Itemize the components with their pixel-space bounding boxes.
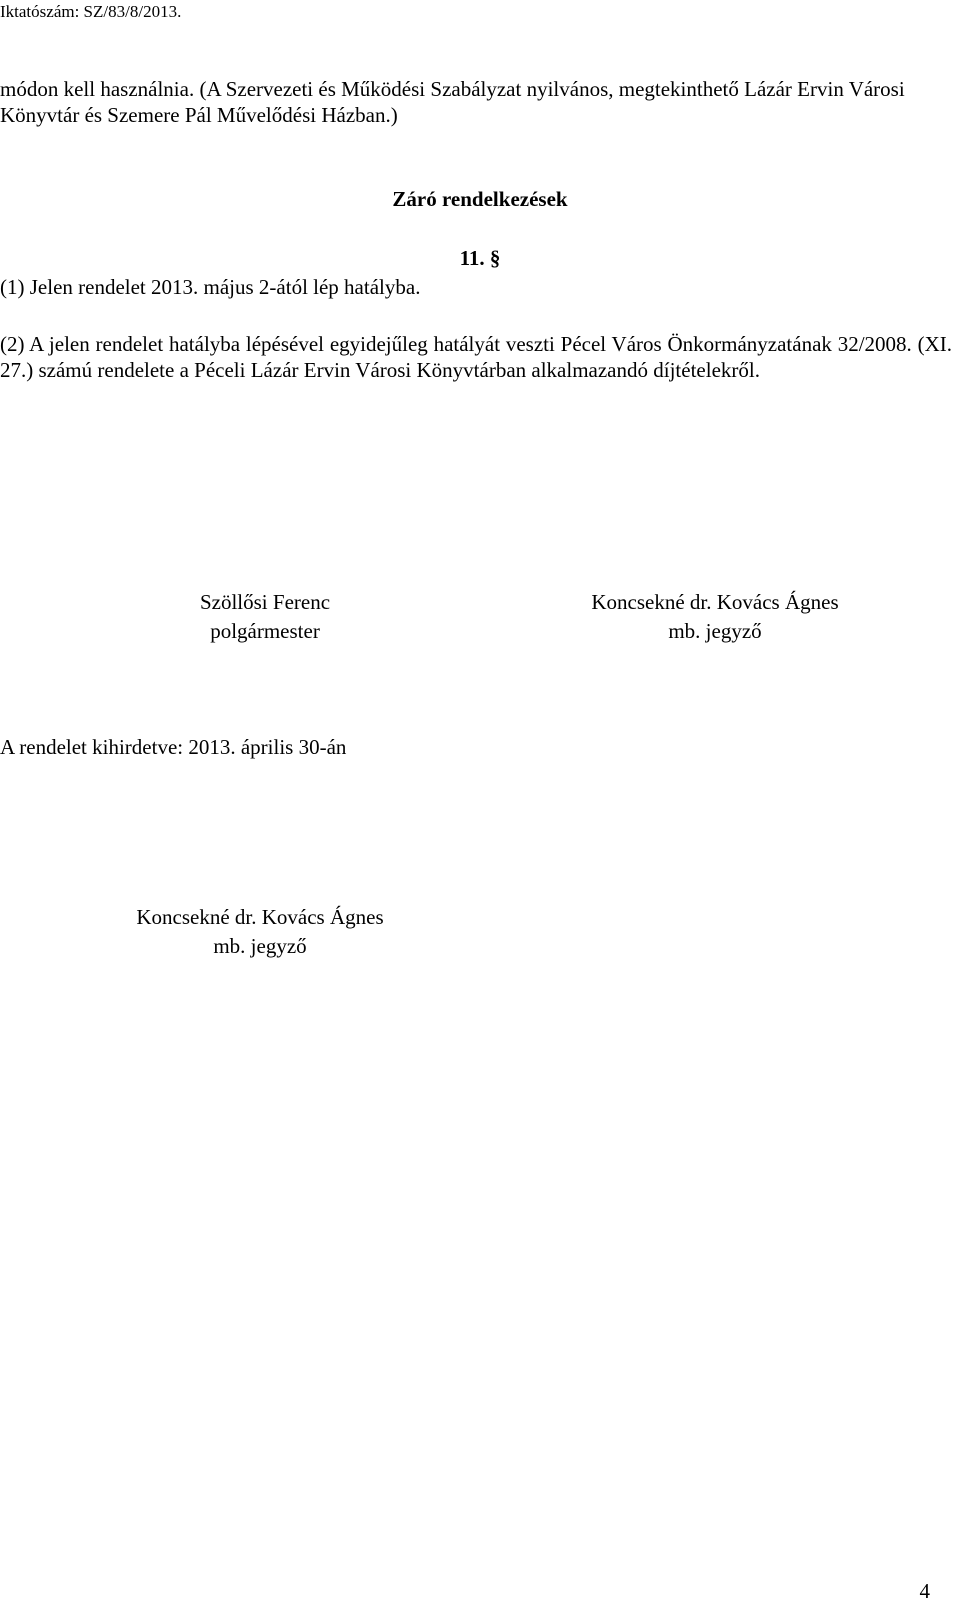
signature-block-promulgation (95, 903, 425, 961)
section-heading: Záró rendelkezések (392, 187, 568, 211)
signature-block-mayor (150, 588, 380, 646)
document-reference-number: Iktatószám: SZ/83/8/2013. (0, 2, 182, 21)
promulgation-statement: A rendelet kihirdetve: 2013. április 30-án (0, 735, 347, 759)
paragraph-2: (2) A jelen rendelet hatályba lépésével egyidejűleg hatályát veszti Pécel Város Önkormányzatának 32/2008. (XI. 27.) számú rendelete a Péceli Lázár Ervin Városi Könyvtárban alkalmazandó díjtételekről. (0, 332, 952, 382)
signer-title: mb. jegyző (213, 934, 307, 958)
signer-name: Koncsekné dr. Kovács Ágnes (591, 590, 839, 614)
paragraph-1: (1) Jelen rendelet 2013. május 2-ától lép hatályba. (0, 275, 421, 299)
page-number: 4 (919, 1579, 930, 1603)
section-number: 11. § (459, 246, 501, 270)
signer-name: Szöllősi Ferenc (199, 590, 331, 614)
signature-block-notary (545, 588, 885, 646)
signer-title: mb. jegyző (668, 619, 762, 643)
continuation-paragraph: módon kell használnia. (A Szervezeti és Működési Szabályzat nyilvános, megtekinthető Lázár Ervin Városi Könyvtár és Szemere Pál Művelődési Házban.) (0, 77, 905, 127)
signer-title: polgármester (210, 619, 320, 643)
signer-name: Koncsekné dr. Kovács Ágnes (136, 905, 384, 929)
